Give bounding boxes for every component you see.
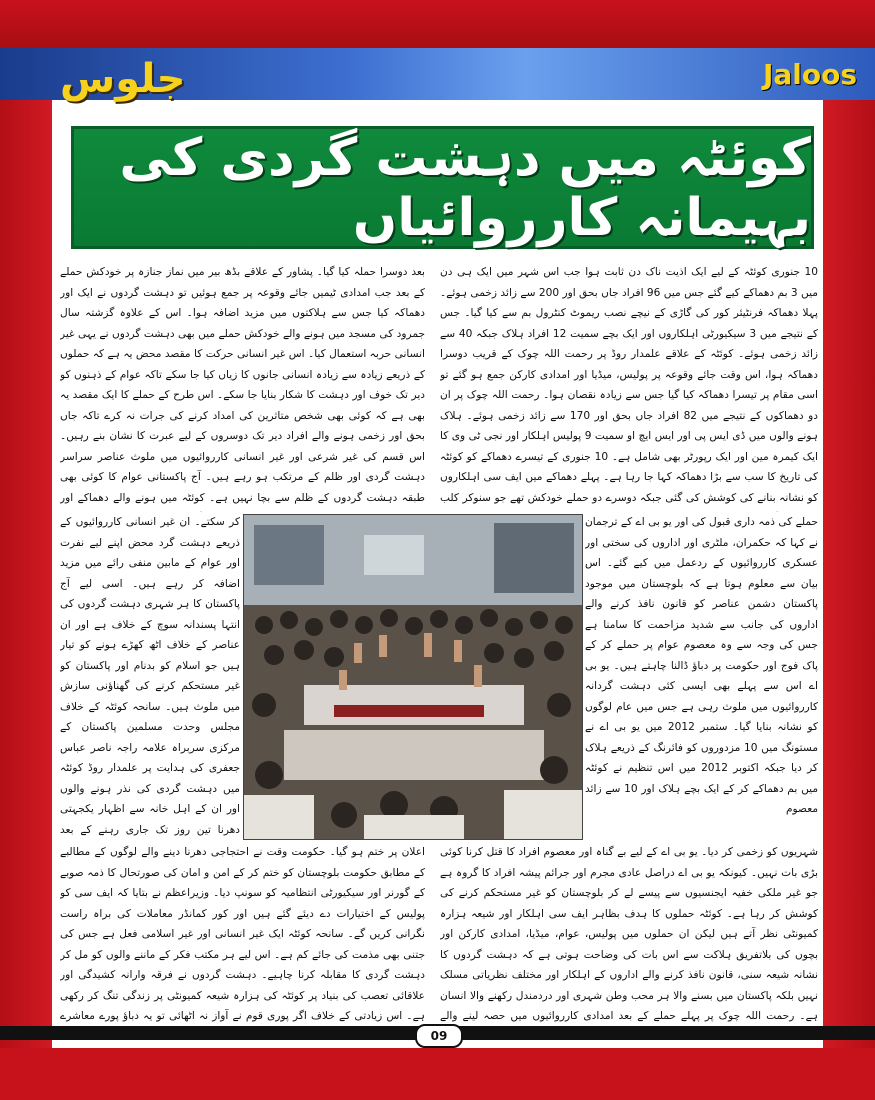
paragraph: اعلان پر ختم ہو گیا۔ حکومت وقت نے احتجاجی دھرنا دینے والے لوگوں کے مطالبے کے مطابق حکومت بلوچستان کو ختم کر کے امن و امان کی صورتحال کا ذمہ صوبے کے گورنر اور سیکیورٹی انتظامیہ کو سونپ دیا۔ وزیراعظم نے بتایا کہ ایف سی کو پولیس کے اختیارات دے دیئے گئے ہیں اور کور کمانڈر معاملات کی براہ راست نگرانی کریں گے۔ سانحہ کوئٹہ ایک غیر انسانی اور غیر اسلامی فعل ہے جس کی جتنی بھی مذمت کی جائے کم ہے۔ اس لیے ہر مکتب فکر کے ماننے والوں کو مل کر دہشت گردی کا مقابلہ کرنا چاہیے۔ دہشت گردوں نے فرقہ وارانہ کشیدگی اور علاقائی تعصب کی بنیاد پر کوئٹہ کی ہزارہ شیعہ کمیونٹی پر زندگی تنگ کر رکھی ہے۔ اس زیادتی کے خلاف اگر پوری قوم نے آواز نہ اٹھائی تو یہ دباؤ پورے معاشرے	[60, 846, 425, 1022]
headline-box	[65, 120, 820, 255]
left-red-border	[0, 100, 52, 1048]
paragraph: شہریوں کو زخمی کر دیا۔ یو بی اے کے لیے بے گناہ اور معصوم افراد کا قتل کرنا کوئی بڑی بات نہیں۔ کیونکہ یو بی اے دراصل عادی مجرم اور جرائم پیشہ افراد کا گروہ ہے جو غیر ملکی خفیہ ایجنسیوں سے پیسے لے کر بلوچستان کو غیر مستحکم کرنے کی کوشش کر رہا ہے۔ کوئٹہ حملوں کا ہدف بظاہر ایف سی اہلکار اور شیعہ ہزارہ کمیونٹی نظر آتے ہیں لیکن ان حملوں میں پولیس، عوام، میڈیا، امدادی کارکن اور بچوں کی بلاتفریق ہلاکت سے اس بات کی وضاحت ہوتی ہے کہ دہشت گردوں کا نشانہ شیعہ سنی، قانون نافذ کرنے والے اداروں کے اہلکار اور مختلف نظریاتی مسلک نہیں بلکہ پاکستان میں بسنے والا ہر محب وطن شہری اور دردمندل رکھنے والا انسان ہے۔ رحمت اللہ چوک پر پہلے حملے کے بعد امدادی کارروائیوں میں حصہ لینے والے	[440, 846, 818, 1022]
article-column-right-top	[440, 262, 818, 512]
paragraph: حملے کی ذمہ داری قبول کی اور یو بی اے کے ترجمان نے کہا کہ حکمران، ملٹری اور اداروں کی سختی اور عسکری کارروائیوں کے ردعمل میں کیے گئے۔ اس بیان سے معلوم ہوتا ہے کہ بلوچستان میں موجود پاکستان دشمن عناصر کو قانون نافذ کرنے والے اداروں کی جانب سے شدید مزاحمت کا سامنا ہے جس کی وجہ سے وہ معصوم عوام پر حملے کر کے پاک فوج اور حکومت پر دباؤ ڈالنا چاہتے ہیں۔ یو بی اے اس سے پہلے بھی ایسی کئی دہشت گردانہ کارروائیوں میں ملوث رہی ہے جس میں عام لوگوں کو نشانہ بنایا گیا۔ ستمبر 2012 میں یو بی اے نے مستونگ میں 10 مزدوروں کو فائرنگ کے ذریعے ہلاک کر دیا جبکہ اکتوبر 2012 میں اس تنظیم نے کوئٹہ میں بم دھماکے کر کے ایک بچے ہلاک اور 10 سے زائد معصوم	[585, 516, 818, 815]
magazine-logo-english: Jaloos	[762, 58, 857, 91]
paragraph: 10 جنوری کوئٹہ کے لیے ایک اذیت ناک دن ثابت ہوا جب اس شہر میں ایک ہی دن میں 3 بم دھماکے کیے گئے جس میں 96 افراد جاں بحق اور 200 سے زائد زخمی ہوئے۔ پہلا دھماکہ فرنٹیئر کور کی گاڑی کے نیچے نصب ریموٹ کنٹرول بم سے کیا گیا۔ جس کے نتیجے میں 3 سیکیورٹی اہلکاروں اور ایک بچے سمیت 12 افراد ہلاک جبکہ 40 سے زائد زخمی ہوئے۔ کوئٹہ کے علاقے علمدار روڈ پر رحمت اللہ چوک کے قریب دوسرا دھماکہ ہوا، اس وقت جائے وقوعہ پر پولیس، میڈیا اور امدادی کارکن جمع ہو گئے تو اسی مقام پر تیسرا دھماکہ کیا گیا جس سے زیادہ نقصان ہوا۔ رحمت اللہ چوک پر ان دو دھماکوں کے نتیجے میں 82 افراد جاں بحق اور 170 سے زائد زخمی ہوئے۔ ہلاک ہونے والوں میں ڈی ایس پی اور ایس ایچ او سمیت 9 پولیس اہلکار اور نجی ٹی وی کا ایک کیمرہ مین اور ایک رپورٹر بھی شامل ہے۔ 10 جنوری کے تیسرے دھماکے کو کوئٹہ کی تاریخ کا سب سے بڑا دھماکہ کہا جا رہا ہے۔ پہلے دھماکے میں ایف سی اہلکاروں کو نشانہ بنانے کی کوشش کی گئی جبکہ دوسرے دو حملے خودکش تھے جو سنوکر کلب	[440, 266, 818, 504]
article-column-left-top	[60, 262, 425, 512]
protest-crowd-photo	[243, 514, 583, 840]
page-number: 09	[415, 1024, 463, 1048]
magazine-logo-urdu: جلوس	[60, 56, 186, 102]
top-red-border	[0, 0, 875, 48]
article-column-left-middle	[60, 512, 240, 842]
paragraph: کر سکتے۔ ان غیر انسانی کارروائیوں کے ذریعے دہشت گرد محض اپنے لیے نفرت اور عوام کے مابین منفی رائے میں مزید اضافہ کر رہے ہیں۔ اسی لیے آج پاکستان کا ہر شہری دہشت گردوں کی انتہا پسندانہ سوچ کے خلاف ہے اور ان عناصر کے خلاف اٹھ کھڑے ہونے کو تیار ہیں جو اسلام کو بدنام اور پاکستان کو غیر مستحکم کرنے کی گھناؤنی سازش میں ملوث ہیں۔ سانحہ کوئٹہ کے خلاف مجلس وحدت مسلمین پاکستان کے مرکزی سربراہ علامہ راجہ ناصر عباس جعفری کی ہدایت پر علمدار روڈ کوئٹہ میں دہشت گردی کی نذر ہونے والوں اور ان کے اہل خانہ سے اظہار یکجہتی دھرنا تین روز تک جاری رہنے کے بعد	[60, 516, 240, 836]
headline-panel	[71, 126, 814, 249]
article-column-left-bottom	[60, 842, 425, 1024]
article-column-right-bottom	[440, 842, 818, 1024]
paragraph: بعد دوسرا حملہ کیا گیا۔ پشاور کے علاقے بڈھ بیر میں نماز جنازہ پر خودکش حملے کے بعد جب امدادی ٹیمیں جائے وقوعہ پر جمع ہوئیں تو دہشت گردوں نے ایک اور دھماکہ کیا جس سے ہلاکتوں میں مزید اضافہ ہوا۔ اس کے علاوہ گزشتہ سال جمرود کی مسجد میں ہونے والے خودکش حملے میں بھی دہشت گردوں نے یہی غیر انسانی حربہ استعمال کیا۔ اس غیر انسانی حرکت کا مقصد محض یہ ہے کہ حملوں کے ذریعے زیادہ سے زیادہ انسانی جانوں کا زیاں کیا جا سکے تاکہ عوام کے ذہنوں کو دیر تک خوف اور دہشت کا شکار بنایا جا سکے۔ اس طرح کے حملے کا ایک مقصد یہ بھی ہے کہ کوئی بھی شخص متاثرین کی امداد کرنے کی جرات نہ کرے تاکہ جاں بحق اور زخمی ہونے والے افراد دیر تک دوسروں کے لیے عبرت کا نشان بنے رہیں۔ اس قسم کی غیر شرعی اور غیر انسانی کارروائیوں میں ملوث عناصر سراسر دہشت گردی اور ظلم کے مرتکب ہو رہے ہیں۔ آج پاکستانی عوام کا کوئی بھی طبقہ دہشت گردوں کے ظلم سے بچا نہیں ہے۔ کوئٹہ میں ہونے والے دھماکے اور	[60, 266, 425, 504]
right-red-border	[823, 100, 875, 1048]
bottom-red-border	[0, 1048, 875, 1100]
article-headline: کوئٹہ میں دہشت گردی کی بہیمانہ کارروائیاں	[119, 127, 811, 248]
article-column-right-middle	[585, 512, 818, 842]
